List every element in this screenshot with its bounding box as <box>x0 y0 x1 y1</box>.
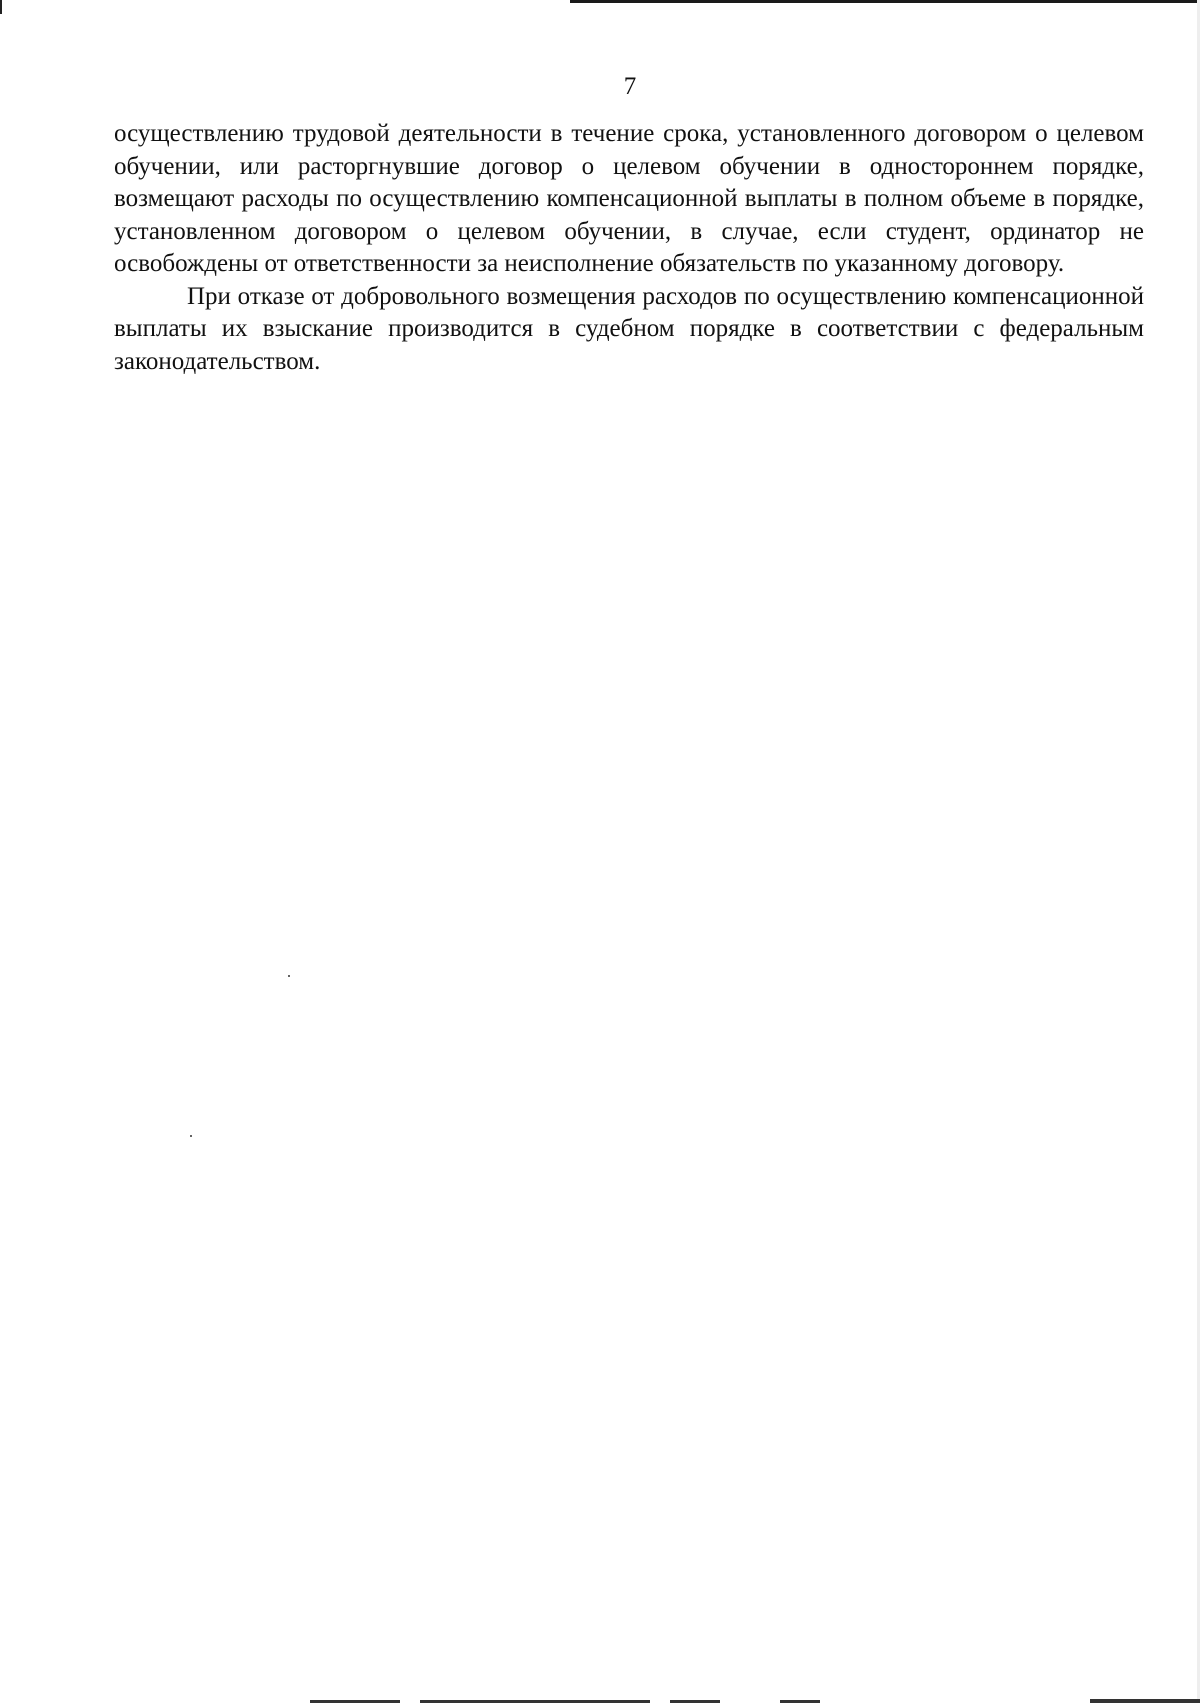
scan-speck <box>288 975 290 977</box>
scan-edge-top <box>570 0 1200 3</box>
paragraph-2: При отказе от добровольного возмещения расходов по осуществлению компенсационной выплаты их взыскание производится в судебном порядке в соответствии с федеральным законодательством. <box>114 282 1144 375</box>
scan-edge-bottom <box>310 1697 1200 1703</box>
document-body <box>114 118 1144 378</box>
page-number: 7 <box>623 73 637 100</box>
scan-edge-left <box>0 0 2 14</box>
paragraph-1: осуществлению трудовой деятельности в течение срока, установленного договором о целевом обучении, или расторгнувшие договор о целевом обучении в одностороннем порядке, возмещают расходы по осуществлению компенсационной выплаты в полном объеме в порядке, установленном договором о целевом обучении, в случае, если студент, ординатор не освобождены от ответственности за неисполнение обязательств по указанному договору. <box>114 120 1144 277</box>
scan-speck <box>190 1135 192 1137</box>
